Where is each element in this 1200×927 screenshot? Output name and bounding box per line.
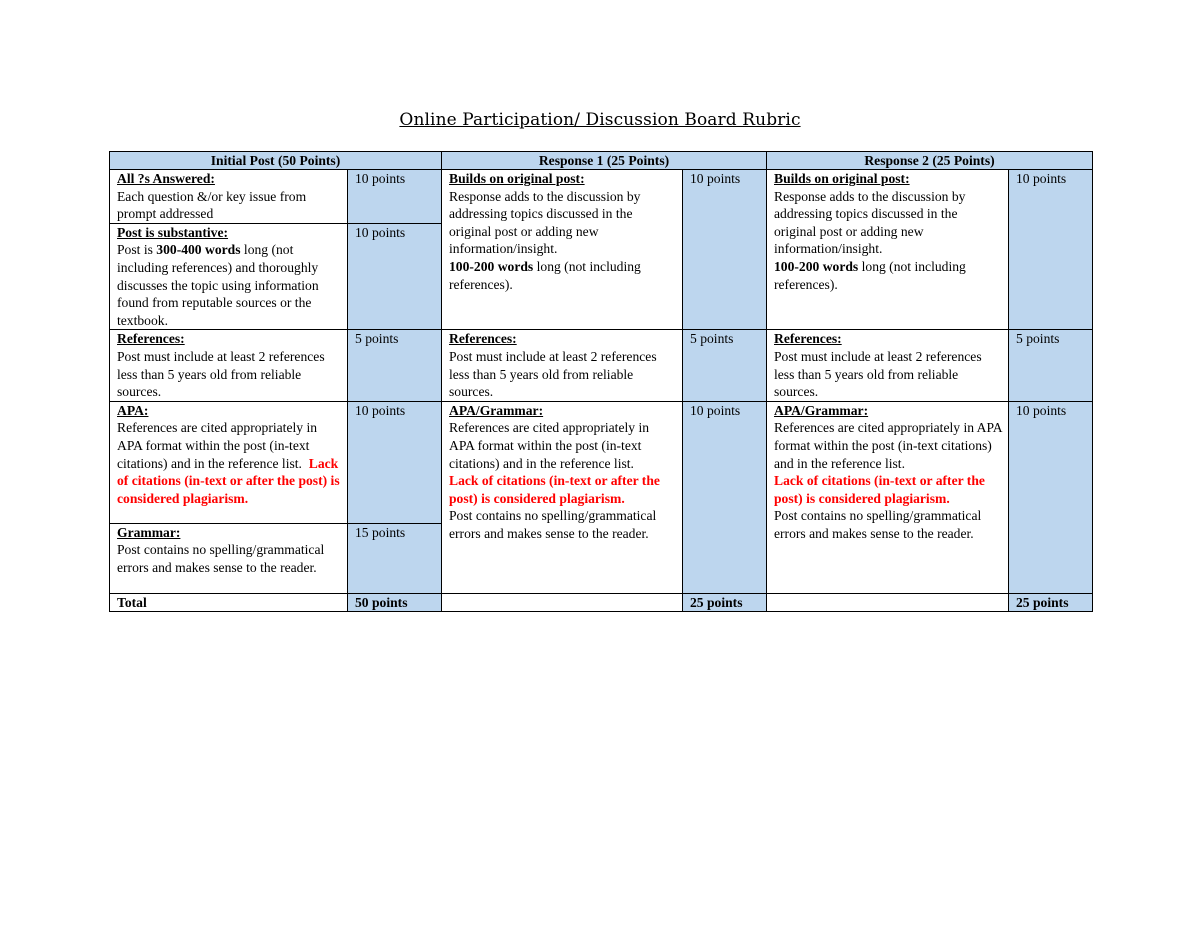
criterion-text: Post contains no spelling/grammatical errors and makes sense to the reader. <box>449 508 657 541</box>
criterion-text: Post must include at least 2 references less than 5 years old from reliable sources. <box>117 348 325 400</box>
criterion-text: Response adds to the discussion by addressing topics discussed in the original post or adding new information/insight. <box>449 188 641 257</box>
table-row <box>110 330 1093 401</box>
word-count-bold: 100-200 words <box>774 258 859 274</box>
rubric-table <box>109 151 1093 612</box>
criterion-r1-apa-grammar <box>442 401 683 593</box>
criterion-heading: Builds on original post: <box>774 171 910 186</box>
total-points-initial: 50 points <box>348 593 442 611</box>
criterion-text: long (not including references). <box>449 258 641 292</box>
criterion-answered <box>110 170 348 224</box>
criterion-text: References are cited appropriately in APA format within the post (in-text citations) and in the reference list. <box>774 420 1002 471</box>
criterion-heading: Post is substantive: <box>117 224 229 240</box>
criterion-text: References are cited appropriately in APA format within the post (in-text citations) and in the reference list. <box>117 420 318 471</box>
criterion-text: Post contains no spelling/grammatical errors and makes sense to the reader. <box>117 542 325 575</box>
total-blank <box>767 593 1009 611</box>
criterion-substantive <box>110 223 348 330</box>
header-response-1: Response 1 (25 Points) <box>442 152 767 170</box>
criterion-heading: APA/Grammar: <box>449 402 544 418</box>
criterion-heading: References: <box>774 331 842 347</box>
criterion-apa <box>110 401 348 523</box>
criterion-text: Post must include at least 2 references less than 5 years old from reliable sources. <box>774 348 982 400</box>
criterion-heading: References: <box>117 331 185 347</box>
points-cell: 10 points <box>348 223 442 330</box>
criterion-text: References are cited appropriately in APA format within the post (in-text citations) and in the reference list. <box>449 420 650 471</box>
total-points-response-1: 25 points <box>683 593 767 611</box>
criterion-heading: APA: <box>117 402 149 418</box>
criterion-text: Post contains no spelling/grammatical errors and makes sense to the reader. <box>774 508 982 541</box>
header-row <box>110 152 1093 170</box>
criterion-heading: All ?s Answered: <box>117 171 215 186</box>
total-blank <box>442 593 683 611</box>
criterion-r1-references <box>442 330 683 401</box>
word-count-bold: 300-400 words <box>156 242 241 258</box>
points-cell: 15 points <box>348 523 442 593</box>
criterion-references <box>110 330 348 401</box>
criterion-text: Post is <box>117 242 157 258</box>
page-title: Online Participation/ Discussion Board Rubric <box>399 110 801 130</box>
criterion-text: Post must include at least 2 references less than 5 years old from reliable sources. <box>449 348 657 400</box>
header-response-2: Response 2 (25 Points) <box>767 152 1093 170</box>
points-cell: 5 points <box>348 330 442 401</box>
plagiarism-warning: Lack of citations (in-text or after the post) is considered plagiarism. <box>774 473 985 506</box>
criterion-r2-builds <box>767 170 1009 330</box>
criterion-text: Each question &/or key issue from prompt addressed <box>117 188 307 222</box>
plagiarism-warning: Lack of citations (in-text or after the post) is considered plagiarism. <box>449 473 660 506</box>
total-points-response-2: 25 points <box>1009 593 1093 611</box>
header-initial-post: Initial Post (50 Points) <box>110 152 442 170</box>
points-cell: 5 points <box>1009 330 1093 401</box>
criterion-heading: APA/Grammar: <box>774 402 869 418</box>
total-label: Total <box>110 593 348 611</box>
points-cell: 10 points <box>348 170 442 224</box>
plagiarism-warning: Lack of citations (in-text or after the post) is considered plagiarism. <box>117 455 340 506</box>
table-row <box>110 401 1093 523</box>
points-cell: 5 points <box>683 330 767 401</box>
points-cell: 10 points <box>348 401 442 523</box>
criterion-heading: Grammar: <box>117 524 181 540</box>
points-cell: 10 points <box>683 170 767 330</box>
criterion-r1-builds <box>442 170 683 330</box>
criterion-text: long (not including references). <box>774 258 966 292</box>
table-row <box>110 170 1093 224</box>
criterion-grammar <box>110 523 348 593</box>
points-cell: 10 points <box>1009 170 1093 330</box>
points-cell: 10 points <box>1009 401 1093 593</box>
criterion-text: long (not including references) and thoroughly discusses the topic using information found from reputable sources or the textbook. <box>117 242 319 328</box>
criterion-text: Response adds to the discussion by addressing topics discussed in the original post or adding new information/insight. <box>774 188 966 257</box>
word-count-bold: 100-200 words <box>449 258 534 274</box>
criterion-r2-references <box>767 330 1009 401</box>
criterion-heading: References: <box>449 331 517 347</box>
points-cell: 10 points <box>683 401 767 593</box>
total-row <box>110 593 1093 611</box>
criterion-heading: Builds on original post: <box>449 171 585 186</box>
criterion-r2-apa-grammar <box>767 401 1009 593</box>
